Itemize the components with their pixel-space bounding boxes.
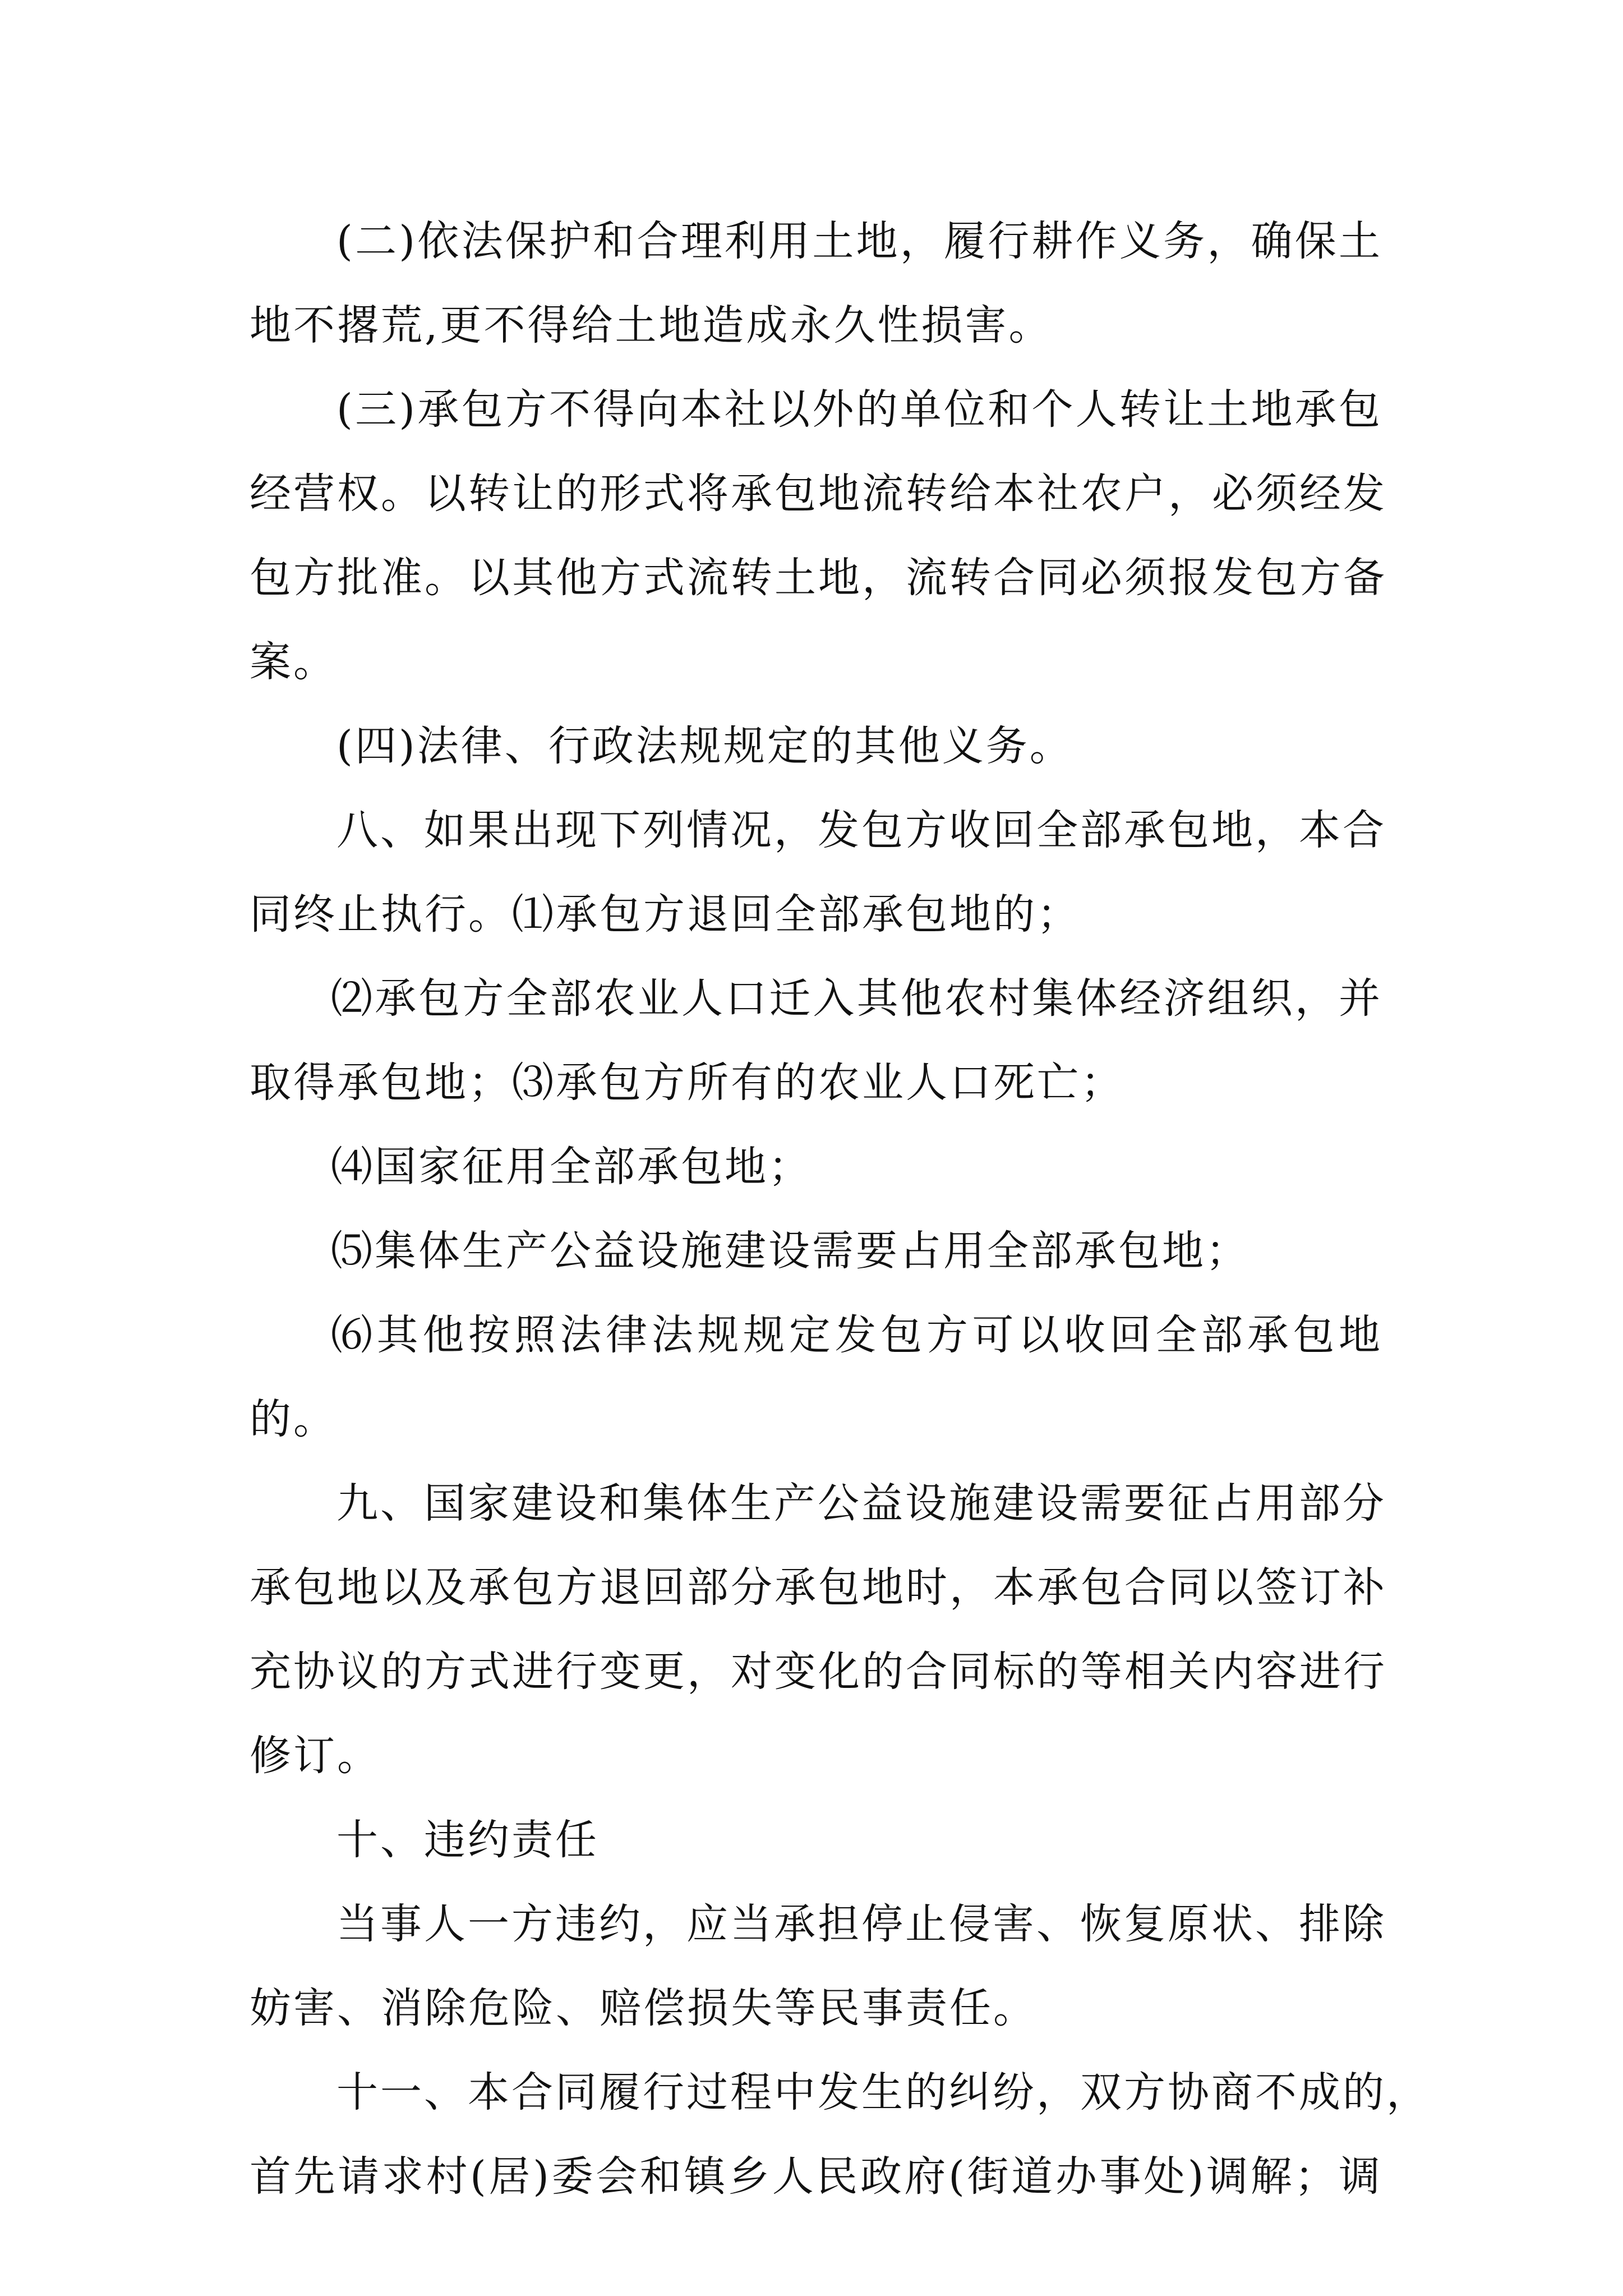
paragraph-line: 包方批准。以其他方式流转土地，流转合同必须报发包方备 [250,554,1387,602]
paragraph-line: 地不撂荒,更不得给土地造成永久性损害。 [250,301,1053,349]
paragraph-line: ⑵承包方全部农业人口迁入其他农村集体经济组织，并 [331,974,1382,1023]
paragraph-line: 取得承包地；⑶承包方所有的农业人口死亡； [250,1059,1124,1107]
paragraph-line: ⑸集体生产公益设施建设需要占用全部承包地； [331,1227,1249,1275]
paragraph-line: ⑹其他按照法律法规规定发包方可以收回全部承包地 [331,1311,1382,1359]
paragraph-line: 八、如果出现下列情况，发包方收回全部承包地，本合 [336,806,1386,854]
paragraph-line: 妨害、消除危险、赔偿损失等民事责任。 [250,1984,1037,2032]
paragraph-line: 首先请求村(居)委会和镇乡人民政府(街道办事处)调解；调 [250,2152,1382,2201]
paragraph-line: 九、国家建设和集体生产公益设施建设需要征占用部分 [336,1479,1386,1527]
paragraph-line: ⑷国家征用全部承包地； [331,1143,812,1191]
paragraph-line: 充协议的方式进行变更，对变化的合同标的等相关内容进行 [250,1648,1387,1696]
paragraph-line: (四)法律、行政法规规定的其他义务。 [336,722,1073,770]
paragraph-line: 同终止执行。⑴承包方退回全部承包地的； [250,890,1081,938]
paragraph-line: 经营权。以转让的形式将承包地流转给本社农户，必须经发 [250,470,1387,518]
paragraph-line: 承包地以及承包方退回部分承包地时，本承包合同以签订补 [250,1563,1387,1612]
paragraph-line: 当事人一方违约，应当承担停止侵害、恢复原状、排除 [336,1900,1386,1948]
paragraph-line: 的。 [250,1395,337,1443]
paragraph-line: 十一、本合同履行过程中发生的纠纷，双方协商不成的， [336,2068,1430,2116]
paragraph-line: (二)依法保护和合理利用土地，履行耕作义务，确保土 [336,217,1382,265]
paragraph-line: (三)承包方不得向本社以外的单位和个人转让土地承包 [336,385,1382,434]
paragraph-line: 案。 [250,638,337,686]
section-heading: 十、违约责任 [336,1816,599,1864]
paragraph-line: 修订。 [250,1732,381,1780]
